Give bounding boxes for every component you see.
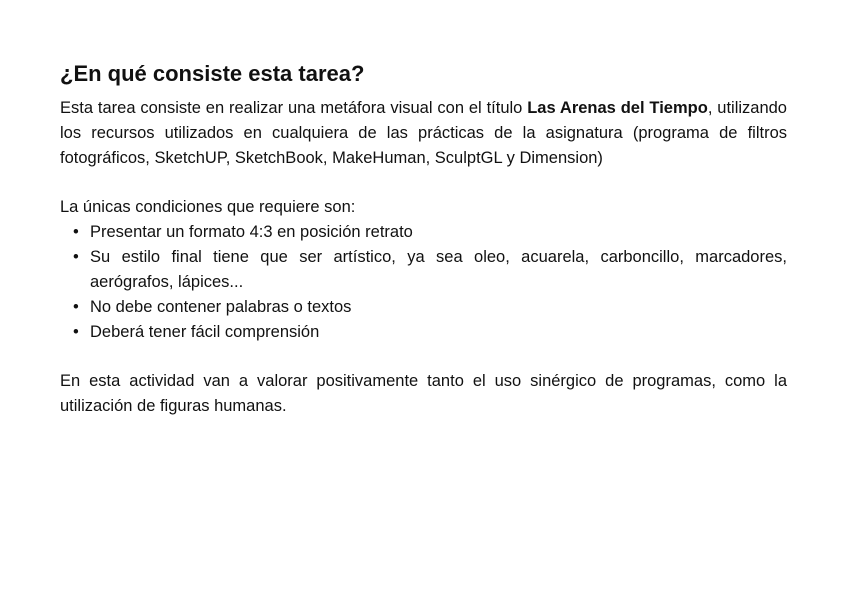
intro-text-start: Esta tarea consiste en realizar una metáfora visual con el título bbox=[60, 99, 528, 117]
conditions-list bbox=[60, 220, 787, 345]
list-item bbox=[73, 295, 787, 320]
condition-text: Deberá tener fácil comprensión bbox=[90, 323, 320, 341]
bullet-icon: • bbox=[73, 248, 79, 266]
page-title: ¿En qué consiste esta tarea? bbox=[60, 61, 365, 86]
intro-paragraph bbox=[60, 96, 787, 171]
condition-text: No debe contener palabras o textos bbox=[90, 298, 352, 316]
list-item bbox=[73, 245, 787, 295]
list-item bbox=[73, 220, 787, 245]
bullet-icon: • bbox=[73, 323, 79, 341]
task-description bbox=[60, 60, 787, 419]
spacer bbox=[60, 171, 787, 195]
task-title: Las Arenas del Tiempo bbox=[527, 99, 708, 117]
closing-paragraph: En esta actividad van a valorar positivamente tanto el uso sinérgico de programas, como la utilización de figuras humanas. bbox=[60, 372, 787, 415]
condition-text: Presentar un formato 4:3 en posición retrato bbox=[90, 223, 413, 241]
intro-text-end: , utilizando los recursos utilizados en cualquiera de las prácticas de la asignatura (programa de filtros fotográficos, SketchUP, SketchBook, MakeHuman, SculptGL y Dimension) bbox=[60, 99, 787, 167]
condition-text: Su estilo final tiene que ser artístico, ya sea oleo, acuarela, carboncillo, marcadores, aerógrafos, lápices... bbox=[90, 248, 787, 291]
spacer bbox=[60, 345, 787, 369]
list-item bbox=[73, 320, 787, 345]
bullet-icon: • bbox=[73, 223, 79, 241]
conditions-intro: La únicas condiciones que requiere son: bbox=[60, 198, 356, 216]
bullet-icon: • bbox=[73, 298, 79, 316]
